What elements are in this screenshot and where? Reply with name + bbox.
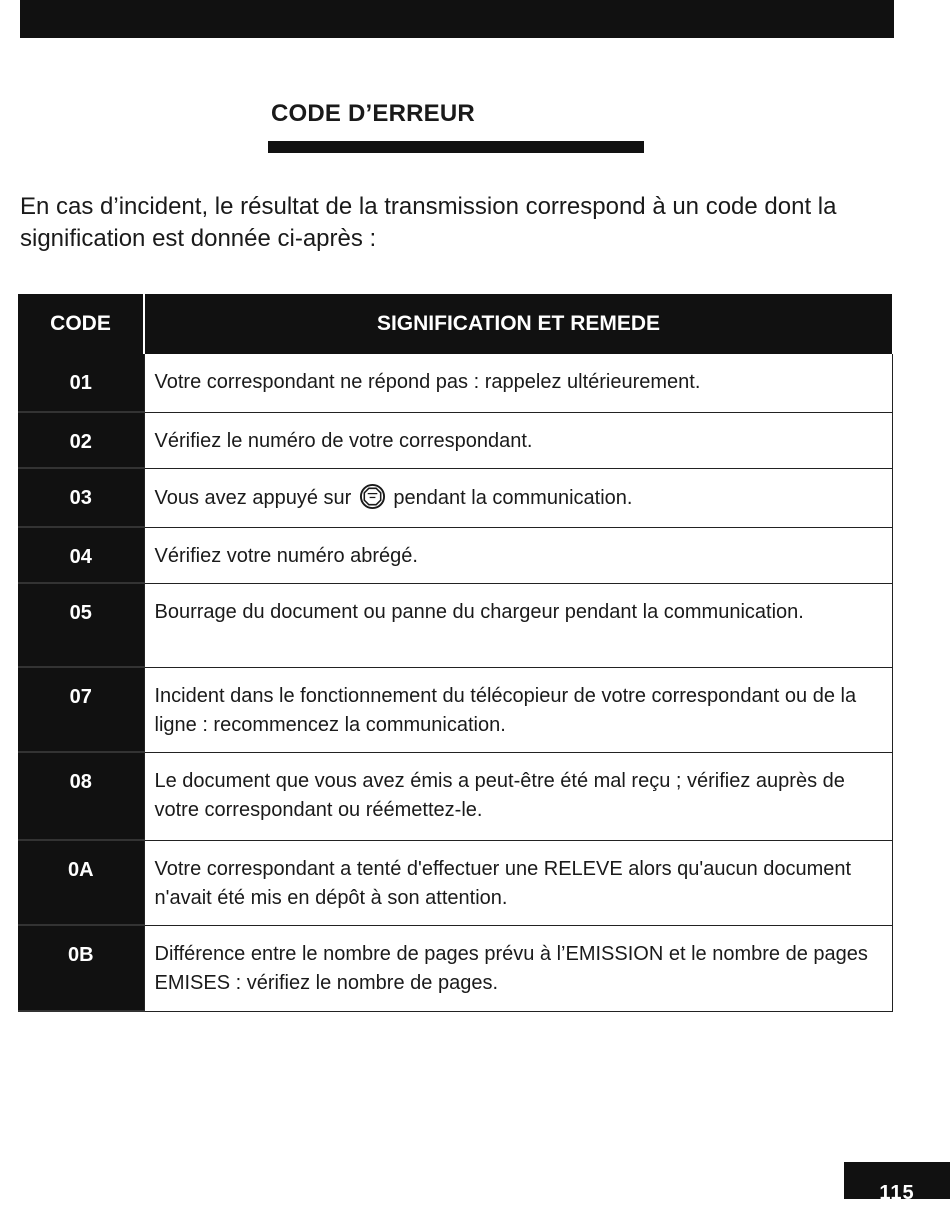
- error-code: 02: [18, 412, 144, 468]
- description-text-after: pendant la communication.: [393, 486, 633, 509]
- table-row: [18, 667, 892, 752]
- error-code: 0B: [18, 925, 144, 1011]
- title-underline: [268, 141, 644, 153]
- error-code: 01: [18, 354, 144, 412]
- table-row: [18, 354, 892, 412]
- error-description: Votre correspondant ne répond pas : rappelez ultérieurement.: [144, 354, 892, 412]
- error-description: Vérifiez votre numéro abrégé.: [144, 527, 892, 583]
- header-bar: [20, 0, 894, 38]
- page-title: CODE D’ERREUR: [271, 100, 475, 127]
- table-header-row: [18, 294, 892, 354]
- table-row: [18, 412, 892, 468]
- table-row: [18, 527, 892, 583]
- page-number-tab: [844, 1162, 950, 1204]
- table-row: [18, 925, 892, 1011]
- error-code: 08: [18, 752, 144, 840]
- error-description: Bourrage du document ou panne du chargeur pendant la communication.: [144, 583, 892, 667]
- error-description: Incident dans le fonctionnement du télécopieur de votre correspondant ou de la ligne : recommencez la communication.: [144, 667, 892, 752]
- error-description: Le document que vous avez émis a peut-être été mal reçu ; vérifiez auprès de votre correspondant ou réémettez-le.: [144, 752, 892, 840]
- stop-icon: [359, 483, 386, 510]
- error-code-table: [18, 294, 893, 1012]
- error-code: 03: [18, 468, 144, 527]
- error-description: Différence entre le nombre de pages prévu à l’EMISSION et le nombre de pages EMISES : vérifiez le nombre de pages.: [144, 925, 892, 1011]
- column-header-meaning: SIGNIFICATION ET REMEDE: [144, 294, 892, 354]
- table-row: [18, 583, 892, 667]
- error-code: 07: [18, 667, 144, 752]
- intro-paragraph: En cas d’incident, le résultat de la transmission correspond à un code dont la signification est donnée ci-après :: [20, 193, 837, 252]
- error-description: Votre correspondant a tenté d'effectuer une RELEVE alors qu'aucun document n'avait été mis en dépôt à son attention.: [144, 840, 892, 925]
- page-number: 115: [879, 1182, 915, 1204]
- table-row: [18, 752, 892, 840]
- table-row: [18, 468, 892, 527]
- description-text-before: Vous avez appuyé sur: [154, 486, 352, 509]
- error-code: 05: [18, 583, 144, 667]
- column-header-code: CODE: [18, 294, 144, 354]
- error-description: Vérifiez le numéro de votre correspondant.: [144, 412, 892, 468]
- error-description: [144, 468, 892, 527]
- table-row: [18, 840, 892, 925]
- error-code: 04: [18, 527, 144, 583]
- error-code: 0A: [18, 840, 144, 925]
